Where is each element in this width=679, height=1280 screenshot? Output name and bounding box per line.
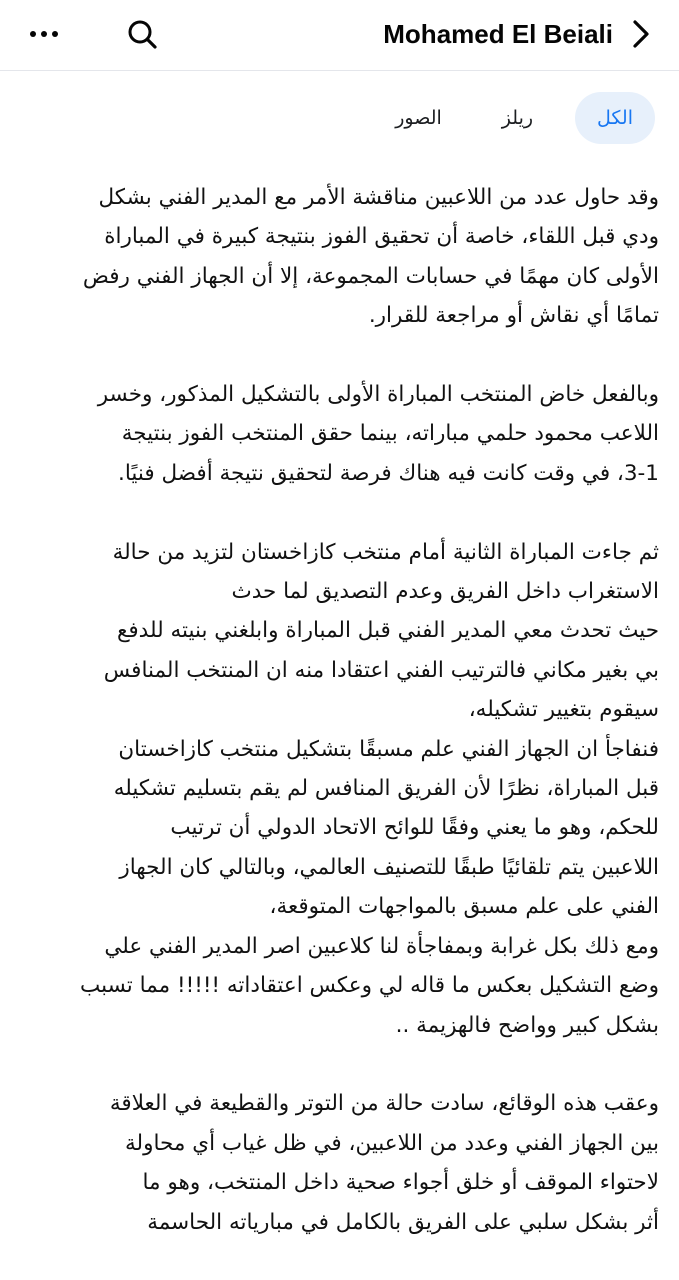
text-line: بين الجهاز الفني وعدد من اللاعبين، في ظل غياب أي محاولة bbox=[125, 1130, 659, 1156]
text-line: حيث تحدث معي المدير الفني قبل المباراة وابلغني بنيته للدفع bbox=[116, 618, 659, 644]
text-line: بشكل كبير وواضح فالهزيمة .. bbox=[395, 1012, 659, 1038]
text-line: لاحتواء الموقف أو خلق أجواء صحية داخل المنتخب، وهو ما bbox=[142, 1170, 659, 1196]
text-line: فنفاجأ ان الجهاز الفني علم مسبقًا بتشكيل منتخب كازاخستان bbox=[118, 736, 659, 762]
text-line: وقد حاول عدد من اللاعبين مناقشة الأمر مع المدير الفني بشكل bbox=[98, 185, 659, 210]
text-line: وضع التشكيل بعكس ما قاله لي وعكس اعتقاداته !!!!! مما تسبب bbox=[80, 973, 659, 999]
text-line: ومع ذلك بكل غرابة وبمفاجأة لنا كلاعبين اصر المدير الفني علي bbox=[104, 933, 659, 959]
text-line: وعقب هذه الوقائع، سادت حالة من التوتر والقطيعة في العلاقة bbox=[109, 1091, 659, 1117]
text-line: بي بغير مكاني فالترتيب الفني اعتقادا منه ان المنتخب المنافس bbox=[103, 657, 659, 683]
text-line: الفني على علم مسبق بالمواجهات المتوقعة، bbox=[269, 894, 659, 920]
top-bar bbox=[0, 0, 679, 71]
post-body bbox=[26, 178, 659, 1242]
text-line: الاستغراب داخل الفريق وعدم التصديق لما حدث bbox=[231, 579, 659, 605]
page-title[interactable]: Mohamed El Beiali bbox=[383, 19, 613, 49]
post-paragraph bbox=[26, 1084, 659, 1242]
post-paragraph bbox=[26, 375, 659, 493]
tab-reels[interactable]: ريلز bbox=[501, 107, 534, 129]
text-line: الأولى كان مهمًا في حسابات المجموعة، إلا أن الجهاز الفني رفض bbox=[82, 263, 659, 289]
text-line: 3-1، في وقت كانت فيه هناك فرصة لتحقيق نتيجة أفضل فنيًا. bbox=[118, 460, 659, 486]
text-line: وبالفعل خاض المنتخب المباراة الأولى بالتشكيل المذكور، وخسر bbox=[97, 382, 659, 408]
more-dots-icon[interactable] bbox=[24, 22, 64, 46]
search-icon[interactable] bbox=[122, 14, 162, 54]
chevron-right-icon[interactable] bbox=[623, 16, 659, 52]
text-line: اللاعبين يتم تلقائيًا طبقًا للتصنيف العالمي، وبالتالي كان الجهاز bbox=[119, 854, 659, 880]
text-line: قبل المباراة، نظرًا لأن الفريق المنافس لم يقم بتسليم تشكيله bbox=[113, 776, 659, 802]
text-line: للحكم، وهو ما يعني وفقًا للوائح الاتحاد الدولي أن ترتيب bbox=[170, 815, 659, 841]
tab-all[interactable]: الكل bbox=[575, 92, 655, 144]
text-line: سيقوم بتغيير تشكيله، bbox=[468, 697, 659, 723]
post-paragraph bbox=[26, 178, 659, 336]
post-paragraph bbox=[26, 533, 659, 1045]
tab-photos[interactable]: الصور bbox=[395, 107, 442, 129]
text-line: ثم جاءت المباراة الثانية أمام منتخب كازاخستان لتزيد من حالة bbox=[112, 539, 659, 565]
profile-tabs bbox=[377, 92, 655, 144]
text-line: اللاعب محمود حلمي مباراته، بينما حقق المنتخب الفوز بنتيجة bbox=[121, 421, 659, 447]
text-line: تمامًا أي نقاش أو مراجعة للقرار. bbox=[368, 303, 659, 329]
text-line: أثر بشكل سلبي على الفريق بالكامل في مبارياته الحاسمة bbox=[147, 1209, 659, 1235]
text-line: ودي قبل اللقاء، خاصة أن تحقيق الفوز بنتيجة كبيرة في المباراة bbox=[104, 224, 659, 250]
